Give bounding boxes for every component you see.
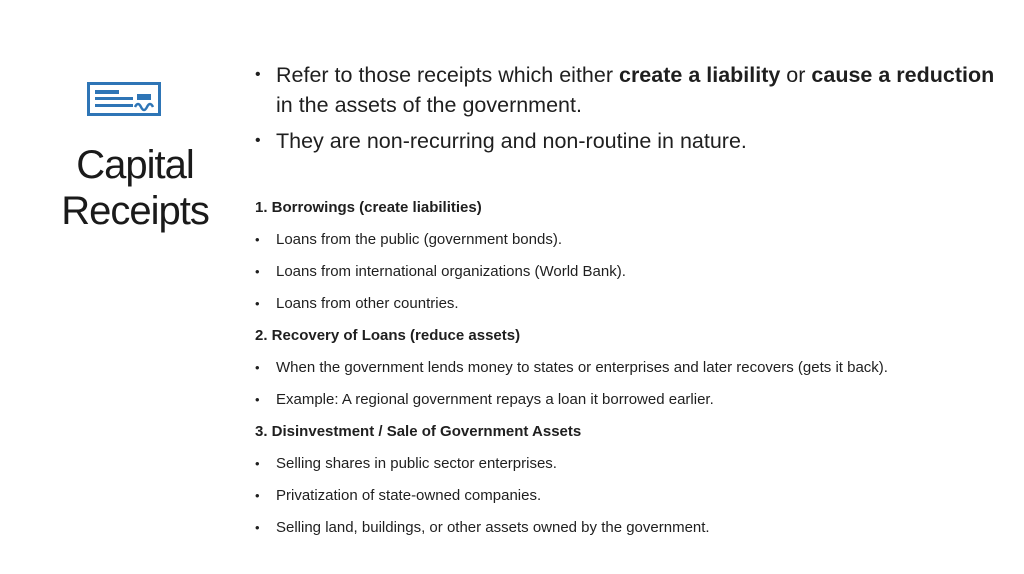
list-item-text: Example: A regional government repays a loan it borrowed earlier.: [276, 391, 714, 408]
list-item: [255, 486, 995, 506]
list-item-text: Loans from other countries.: [276, 295, 459, 312]
list-item: [255, 518, 995, 538]
bullet-glyph: •: [255, 456, 260, 471]
list-item: [255, 262, 995, 282]
lead-emphasis: create a liability: [618, 63, 781, 87]
lead-text: Refer to those receipts which either: [276, 63, 619, 87]
lead-bullet-1: [255, 60, 995, 120]
content-area: [255, 60, 995, 550]
title-line-2: Receipts: [61, 189, 209, 233]
list-item-text: Loans from the public (government bonds).: [276, 231, 562, 248]
section-heading: 3. Disinvestment / Sale of Government Assets: [255, 423, 582, 440]
list-item-text: Selling land, buildings, or other assets owned by the government.: [276, 519, 710, 536]
bullet-glyph: •: [255, 232, 260, 247]
bullet-glyph: •: [255, 488, 260, 503]
section-heading: 1. Borrowings (create liabilities): [255, 199, 482, 216]
section-heading: 2. Recovery of Loans (reduce assets): [255, 327, 521, 344]
bullet-glyph: •: [255, 392, 260, 407]
list-item-text: Loans from international organizations (World Bank).: [276, 263, 626, 280]
bullet-glyph: •: [255, 264, 260, 279]
list-item: [255, 358, 995, 378]
lead-emphasis: cause a reduction: [811, 63, 995, 87]
slide-title: [40, 142, 230, 234]
spacer: [255, 162, 995, 198]
list-item: [255, 230, 995, 250]
list-item-text: Privatization of state-owned companies.: [276, 487, 542, 504]
lead-text: They are non-recurring and non-routine in nature.: [276, 129, 747, 153]
list-item-text: Selling shares in public sector enterprises.: [276, 455, 557, 472]
cheque-icon: [87, 82, 161, 116]
list-item: [255, 294, 995, 314]
list-item: [255, 454, 995, 474]
list-item: [255, 390, 995, 410]
lead-text: in the assets of the government.: [276, 93, 582, 117]
bullet-glyph: •: [255, 66, 261, 83]
bullet-glyph: •: [255, 360, 260, 375]
bullet-glyph: •: [255, 132, 261, 149]
bullet-glyph: •: [255, 296, 260, 311]
list-item-text: When the government lends money to states or enterprises and later recovers (gets it back).: [276, 359, 888, 376]
bullet-glyph: •: [255, 520, 260, 535]
title-line-1: Capital: [76, 143, 194, 187]
lead-bullet-2: [255, 126, 995, 156]
lead-text: or: [780, 63, 812, 87]
